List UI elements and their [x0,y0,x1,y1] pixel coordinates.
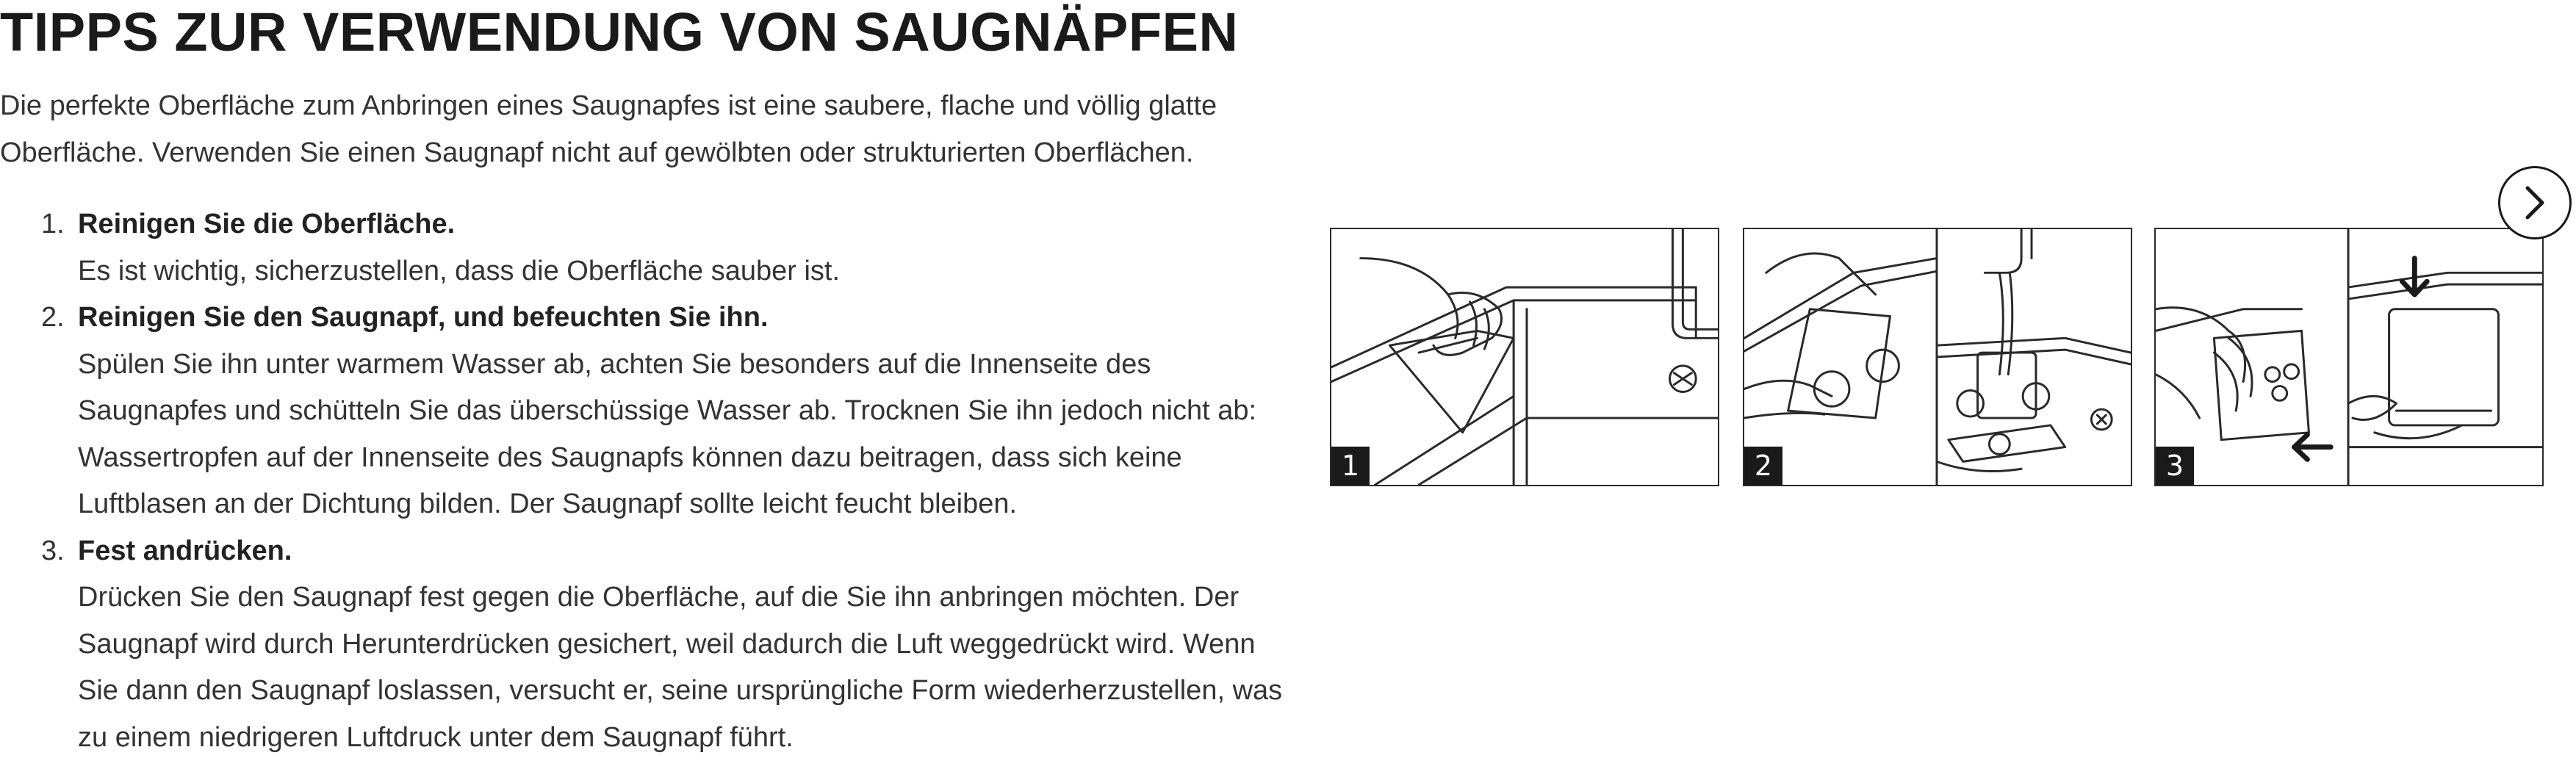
panel-number: 1 [1331,447,1370,485]
step-text: Spülen Sie ihn unter warmem Wasser ab, achten Sie besonders auf die Innenseite des Saugnapfes und schütteln Sie das überschüssige Wasser ab. Trocknen Sie ihn jedoch nicht ab: Wassertropfen auf der Innenseite des Saugnapfs können dazu beitragen, dass sich keine Luftblasen an der Dichtung bilden. Der Saugnapf sollte leicht feucht bleiben. [78,342,1293,528]
arrow-left-icon [2295,435,2331,460]
step-number: 1. [41,201,65,248]
intro-paragraph: Die perfekte Oberfläche zum Anbringen eines Saugnapfes ist eine saubere, flache und völlig glatte Oberfläche. Verwenden Sie einen Saugnapf nicht auf gewölbten oder strukturierten Oberflächen. [0,82,1293,176]
panel-number: 2 [1744,447,1782,485]
sink-wipe-illustration [1331,229,1718,485]
step-item-3 [0,528,1293,761]
illustration-panel-3 [2154,228,2544,486]
step-number: 2. [41,295,65,342]
step-heading: Reinigen Sie den Saugnapf, und befeuchten Sie ihn. [78,295,1293,342]
suction-cup-wash-illustration [1744,229,2131,485]
step-heading: Reinigen Sie die Oberfläche. [78,201,1293,248]
panel-number: 3 [2156,447,2194,485]
step-text: Drücken Sie den Saugnapf fest gegen die Oberfläche, auf die Sie ihn anbringen möchten. Der Saugnapf wird durch Herunterdrücken gesichert, weil dadurch die Luft weggedrückt wird. Wenn Sie dann den Saugnapf loslassen, versucht er, seine ursprüngliche Form wiederherzustellen, was zu einem niedrigeren Luftdruck unter dem Saugnapf führt. [78,574,1293,761]
step-heading: Fest andrücken. [78,528,1293,575]
step-item-1 [0,201,1293,295]
illustration-gallery [1330,220,2544,492]
page-title: TIPPS ZUR VERWENDUNG VON SAUGNÄPFEN [0,0,1238,65]
step-number: 3. [41,528,65,575]
next-slide-button[interactable] [2498,166,2572,239]
steps-list [0,201,1293,761]
illustration-panel-2 [1743,228,2132,486]
press-firmly-illustration [2156,229,2542,485]
step-text: Es ist wichtig, sicherzustellen, dass die Oberfläche sauber ist. [78,248,1293,295]
chevron-right-icon [2520,185,2550,220]
step-item-2 [0,295,1293,528]
illustration-panel-1 [1330,228,1719,486]
